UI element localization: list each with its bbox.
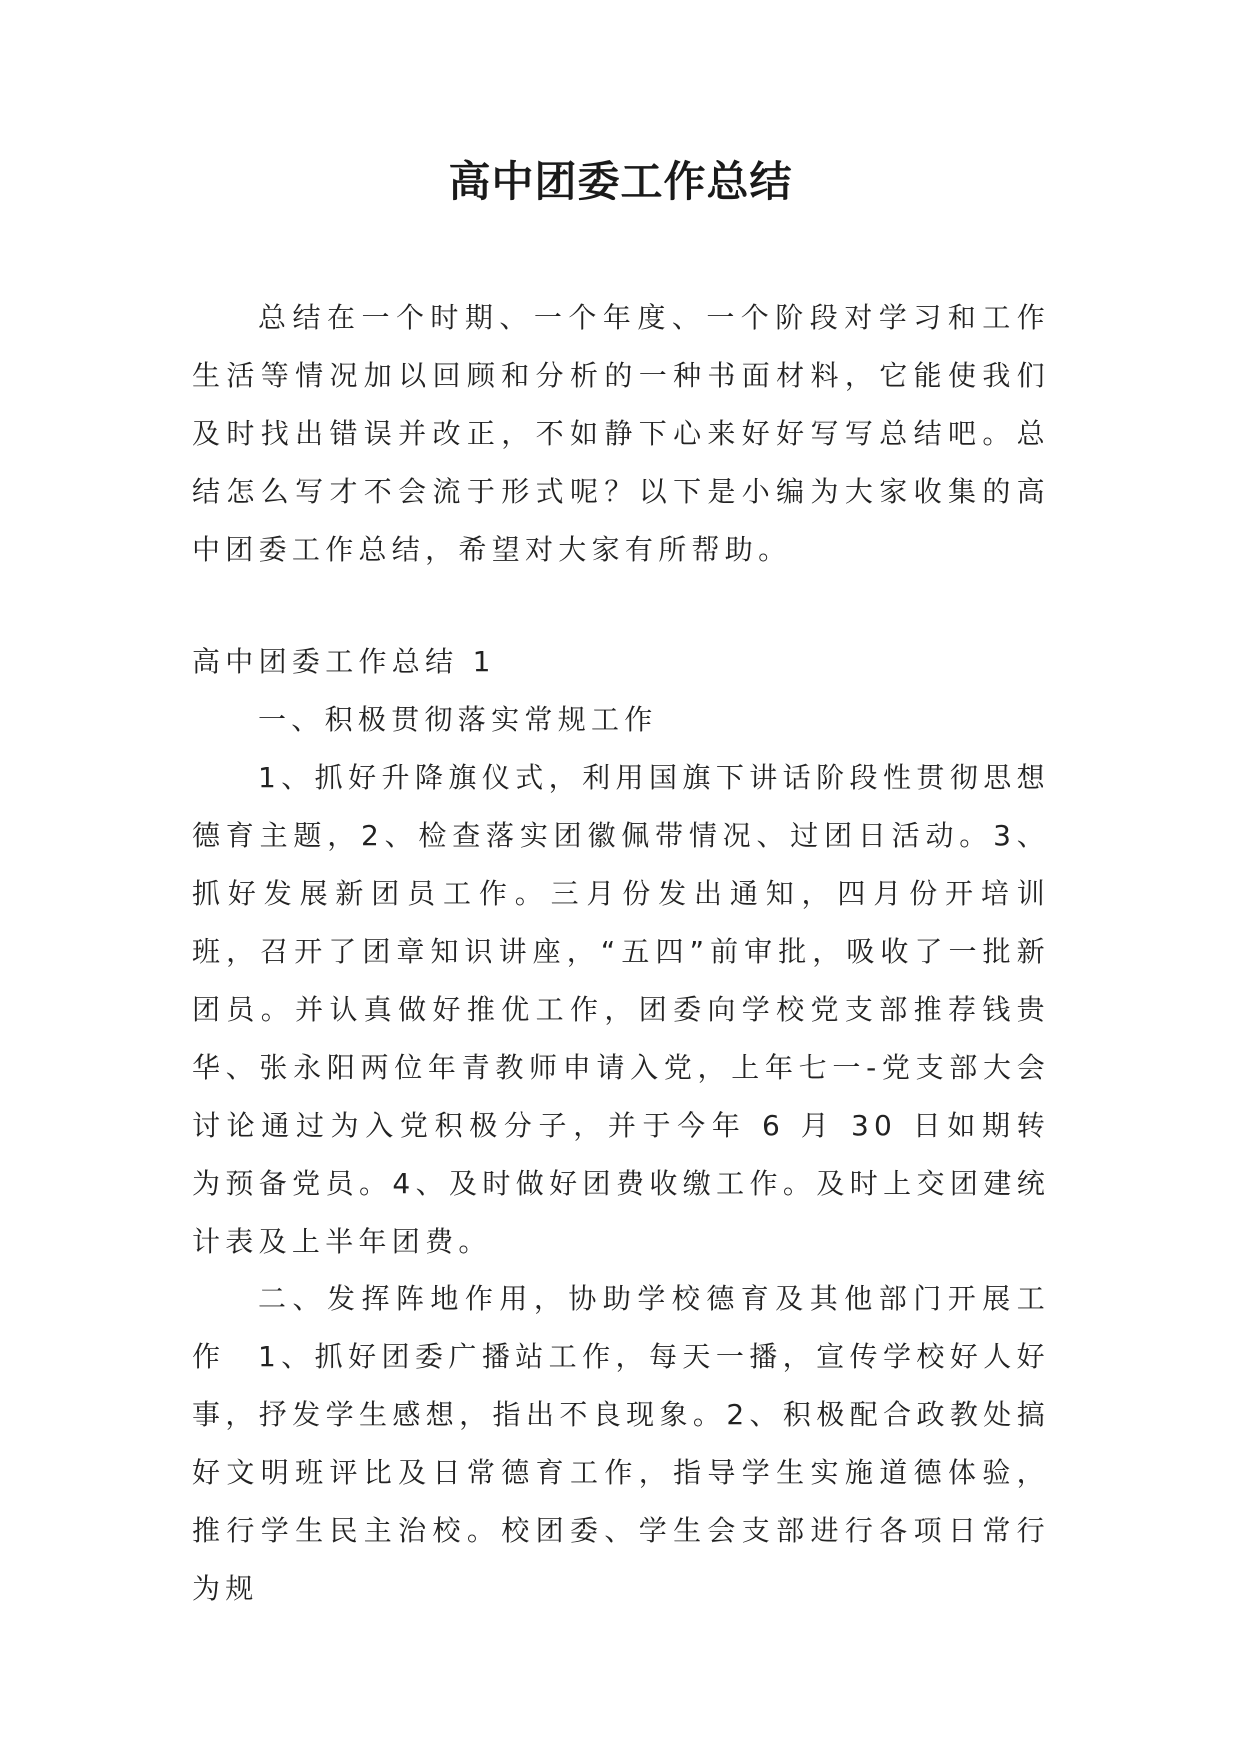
section2-body: 1、抓好团委广播站工作，每天一播，宣传学校好人好事，抒发学生感想，指出不良现象。2、积极配合政教处搞好文明班评比及日常德育工作，指导学生实施道德体验，推行学生民主治校。校团委、学生会支部进行各项日常行为规 [192, 1340, 1050, 1605]
section2-heading: 二、发挥阵地作用，协助学校德育及其他部门开展工作 [192, 1282, 1050, 1373]
section1-heading: 一、积极贯彻落实常规工作 [258, 703, 658, 736]
intro-paragraph: 总结在一个时期、一个年度、一个阶段对学习和工作生活等情况加以回顾和分析的一种书面材料，它能使我们及时找出错误并改正，不如静下心来好好写写总结吧。总结怎么写才不会流于形式呢？以下是小编为大家收集的高中团委工作总结，希望对大家有所帮助。 [192, 301, 1050, 566]
section-subtitle: 高中团委工作总结 1 [192, 645, 496, 678]
section1-body: 1、抓好升降旗仪式，利用国旗下讲话阶段性贯彻思想德育主题，2、检查落实团徽佩带情况、过团日活动。3、抓好发展新团员工作。三月份发出通知，四月份开培训班，召开了团章知识讲座，“五四”前审批，吸收了一批新团员。并认真做好推优工作，团委向学校党支部推荐钱贵华、张永阳两位年青教师申请入党，上年七一-党支部大会讨论通过为入党积极分子，并于今年 6 月 30 日如期转为预备党员。4、及时做好团费收缴工作。及时上交团建统计表及上半年团费。 [192, 761, 1050, 1258]
document-title: 高中团委工作总结 [448, 157, 793, 206]
